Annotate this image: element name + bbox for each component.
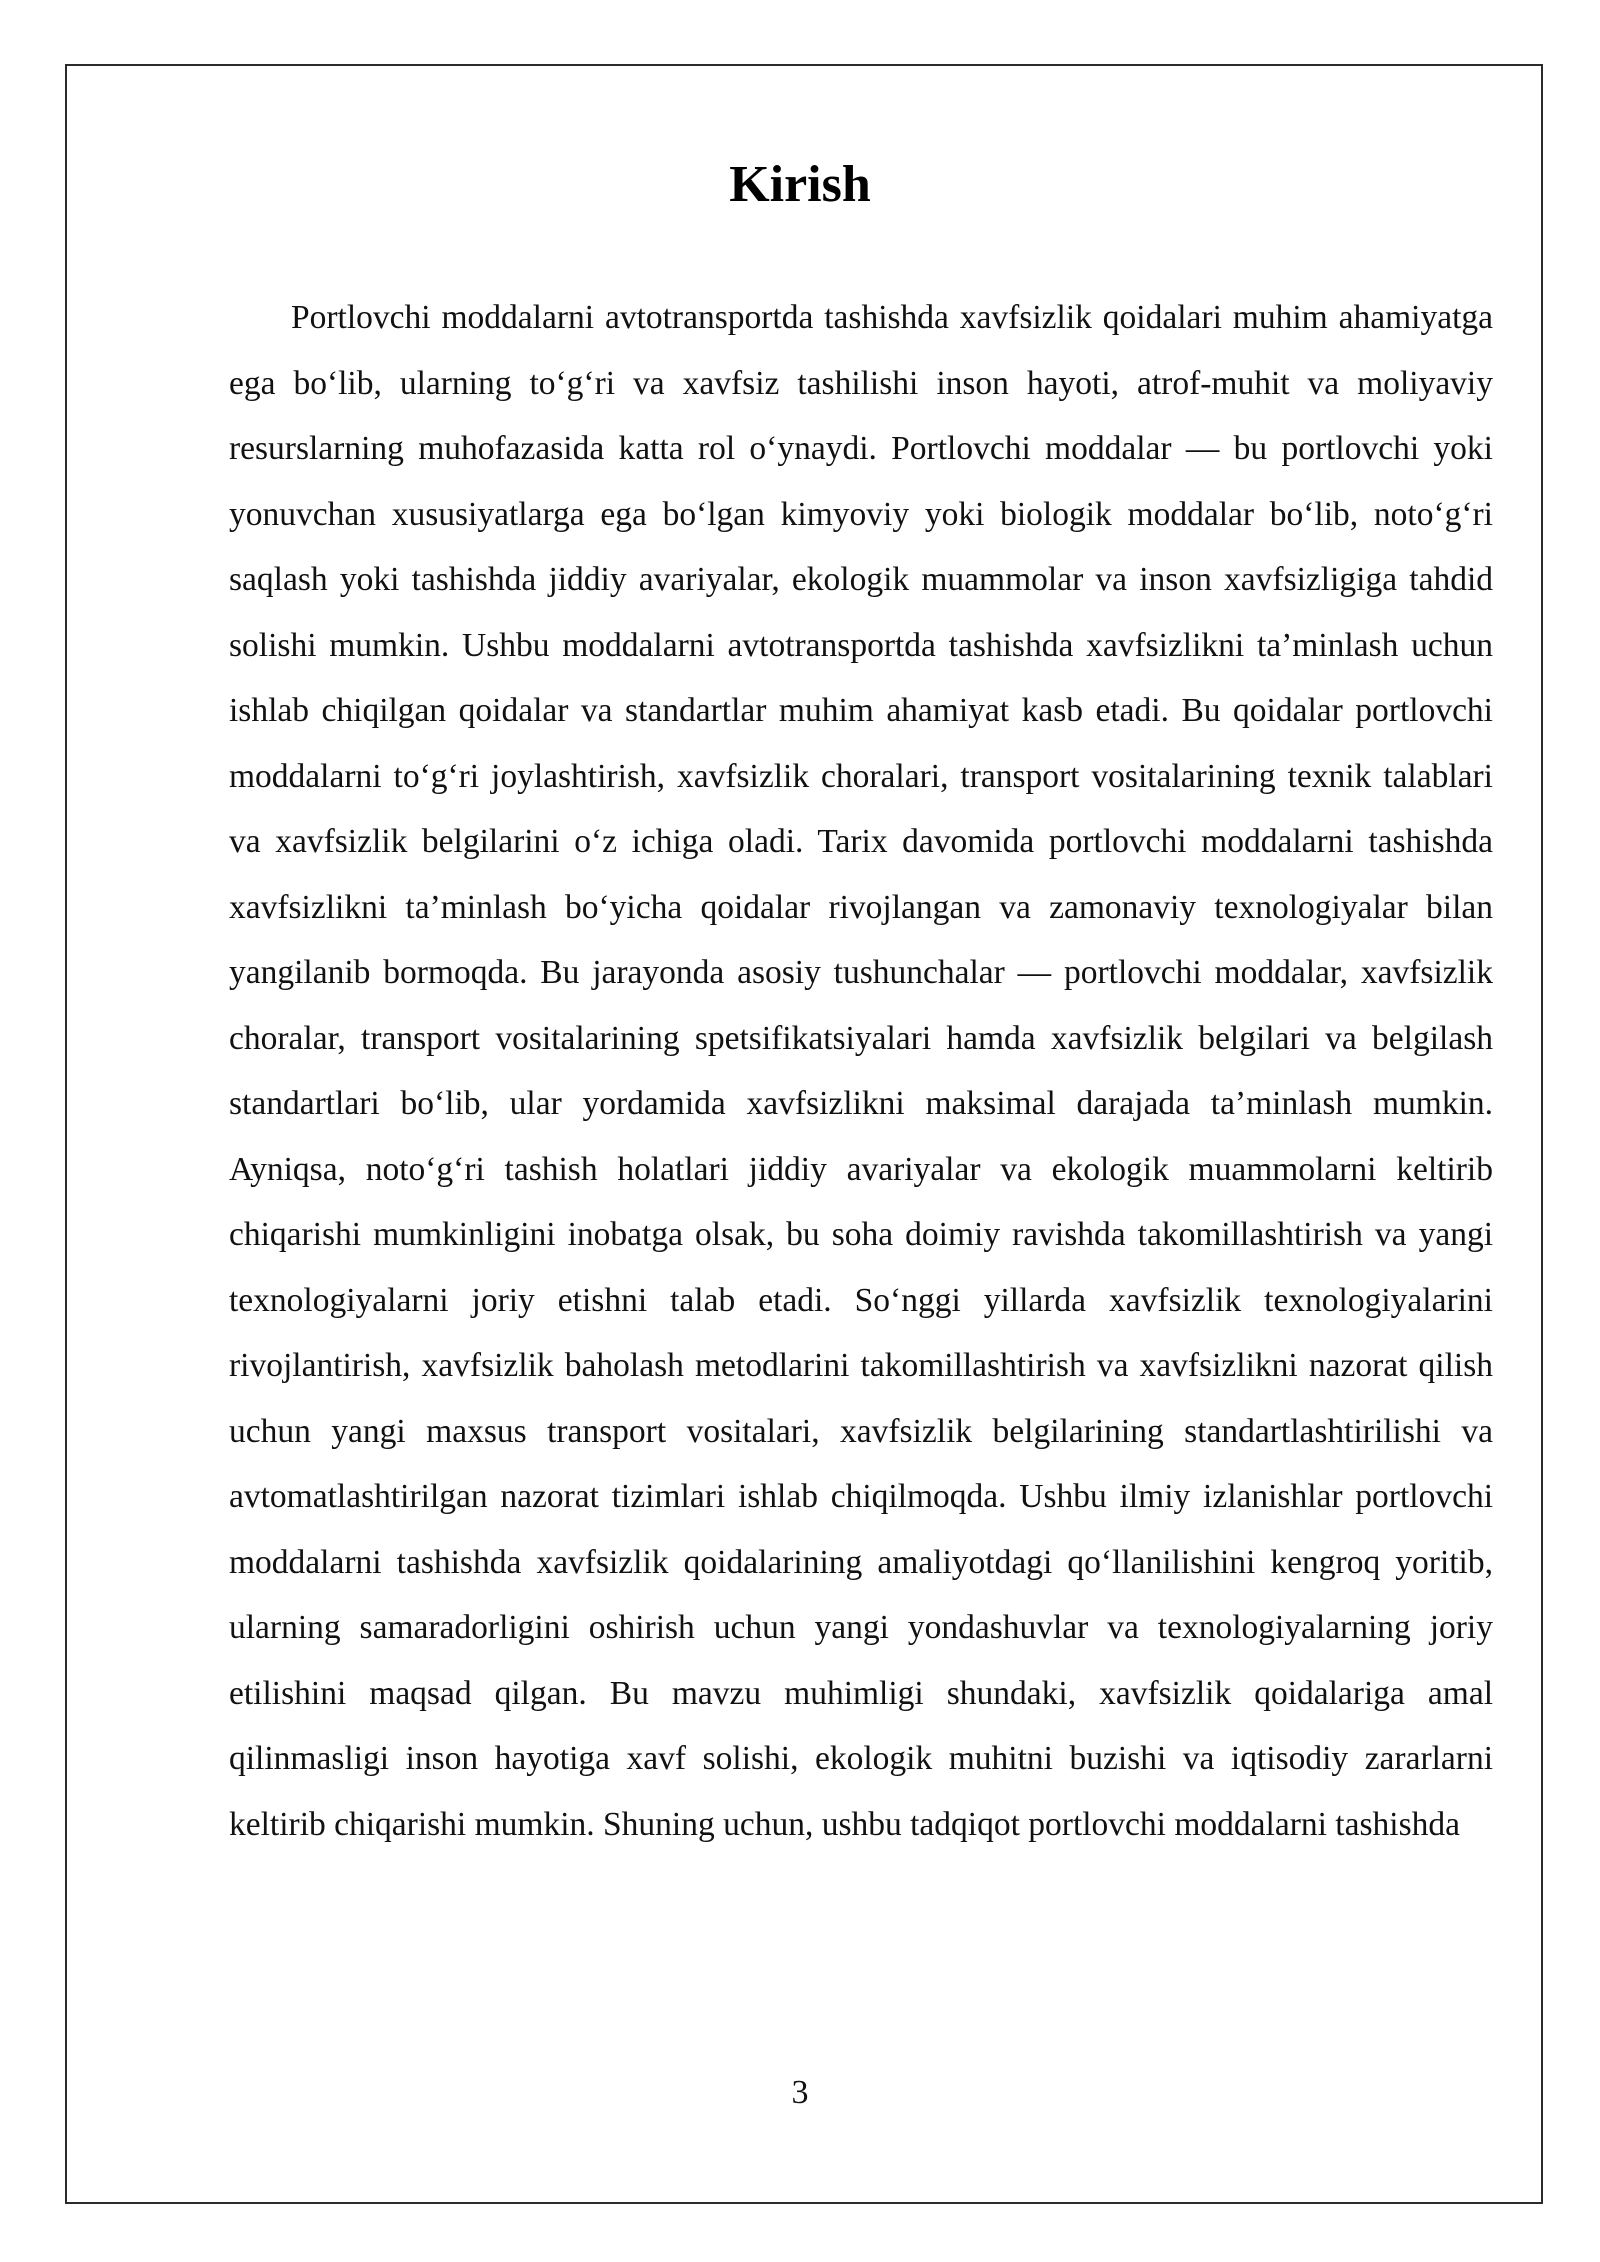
body-paragraph: Portlovchi moddalarni avtotransportda tashishda xavfsizlik qoidalari muhim ahamiyatga ega bo‘lib, ularning to‘g‘ri va xavfsiz tashilishi inson hayoti, atrof-muhit va moliyaviy resurslarning muhofazasida katta rol o‘ynaydi. Portlovchi moddalar — bu portlovchi yoki yonuvchan xususiyatlarga ega bo‘lgan kimyoviy yoki biologik moddalar bo‘lib, noto‘g‘ri saqlash yoki tashishda jiddiy avariyalar, ekologik muammolar va inson xavfsizligiga tahdid solishi mumkin. Ushbu moddalarni avtotransportda tashishda xavfsizlikni ta’minlash uchun ishlab chiqilgan qoidalar va standartlar muhim ahamiyat kasb etadi. Bu qoidalar portlovchi moddalarni to‘g‘ri joylashtirish, xavfsizlik choralari, transport vositalarining texnik talablari va xavfsizlik belgilarini o‘z ichiga oladi. Tarix davomida portlovchi moddalarni tashishda xavfsizlikni ta’minlash bo‘yicha qoidalar rivojlangan va zamonaviy texnologiyalar bilan yangilanib bormoqda. Bu jarayonda asosiy tushunchalar — portlovchi moddalar, xavfsizlik choralar, transport vositalarining spetsifikatsiyalari hamda xavfsizlik belgilari va belgilash standartlari bo‘lib, ular yordamida xavfsizlikni maksimal darajada ta’minlash mumkin. Ayniqsa, noto‘g‘ri tashish holatlari jiddiy avariyalar va ekologik muammolarni keltirib chiqarishi mumkinligini inobatga olsak, bu soha doimiy ravishda takomillashtirish va yangi texnologiyalarni joriy etishni talab etadi. So‘nggi yillarda xavfsizlik texnologiyalarini rivojlantirish, xavfsizlik baholash metodlarini takomillashtirish va xavfsizlikni nazorat qilish uchun yangi maxsus transport vositalari, xavfsizlik belgilarining standartlashtirilishi va avtomatlashtirilgan nazorat tizimlari ishlab chiqilmoqda. Ushbu ilmiy izlanishlar portlovchi moddalarni tashishda xavfsizlik qoidalarining amaliyotdagi qo‘llanilishini kengroq yoritib, ularning samaradorligini oshirish uchun yangi yondashuvlar va texnologiyalarning joriy etilishini maqsad qilgan. Bu mavzu muhimligi shundaki, xavfsizlik qoidalariga amal qilinmasligi inson hayotiga xavf solishi, ekologik muhitni buzishi va iqtisodiy zararlarni keltirib chiqarishi mumkin. Shuning uchun, ushbu tadqiqot portlovchi moddalarni tashishda bbox=[229, 299, 1493, 1843]
page-title: Kirish bbox=[729, 156, 871, 213]
page-number: 3 bbox=[791, 2074, 809, 2111]
